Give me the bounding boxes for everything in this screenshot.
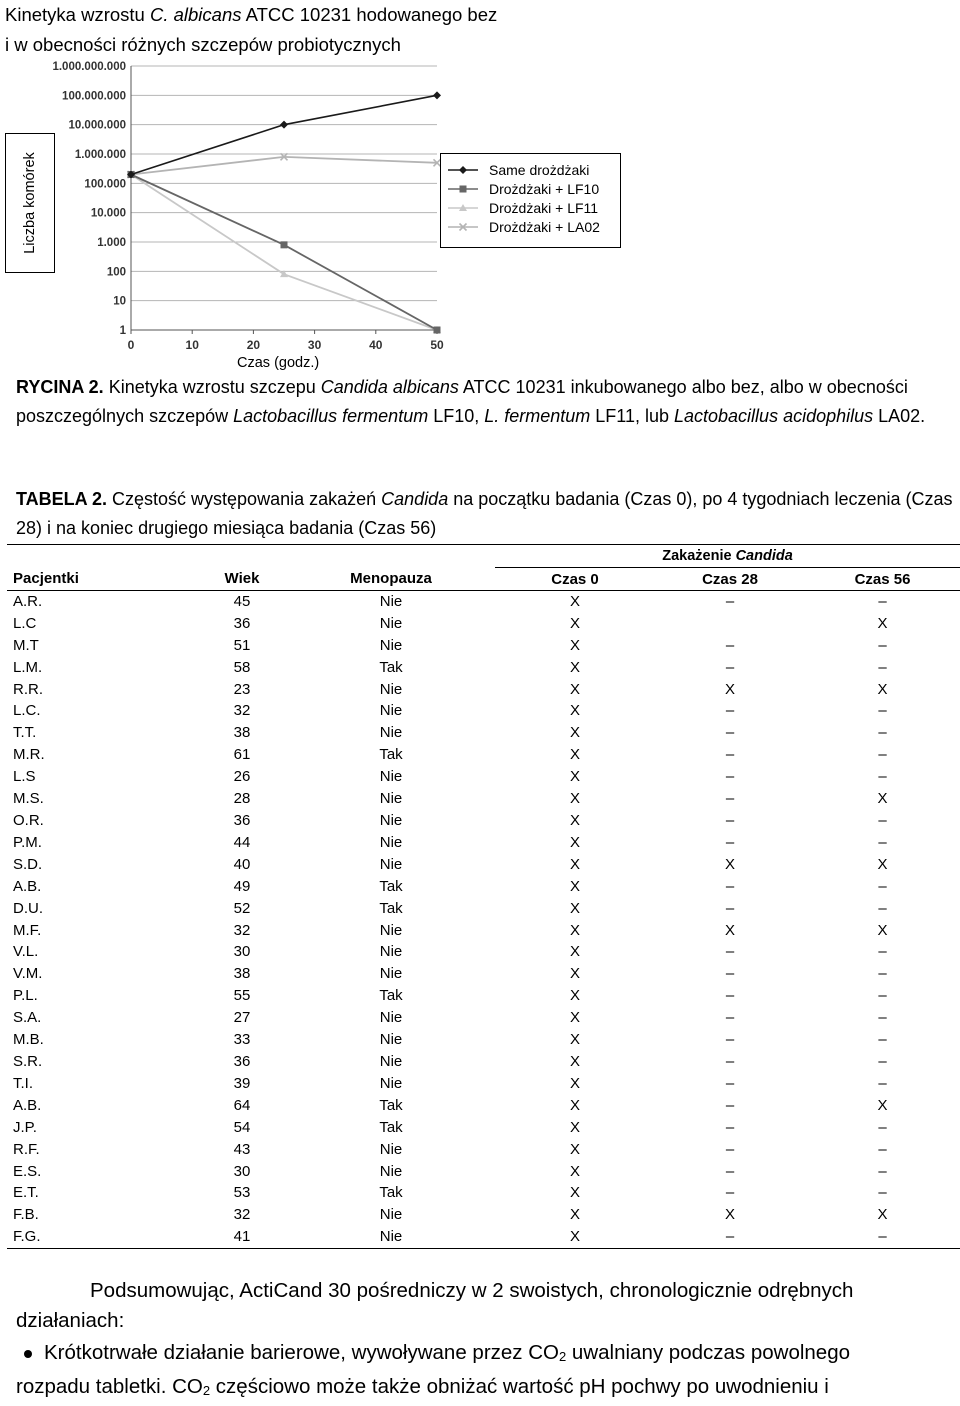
table-cell: X — [569, 1052, 580, 1070]
bullet-icon — [24, 1350, 32, 1358]
table-cell: M.R. — [13, 746, 45, 764]
table-cell: X — [724, 680, 735, 698]
table-cell: – — [878, 1009, 887, 1027]
table-cell: X — [495, 1226, 655, 1248]
column-header: Czas 28 — [655, 568, 805, 591]
x-tick-label: 30 — [307, 338, 322, 352]
data-point — [281, 241, 288, 248]
table-row — [7, 766, 960, 788]
table-cell: E.T. — [13, 1184, 39, 1202]
table-cell: Nie — [379, 790, 403, 808]
table-cell: 36 — [233, 614, 251, 632]
table-row — [7, 657, 960, 679]
table-cell: 30 — [233, 1162, 251, 1180]
table-cell: – — [878, 833, 887, 851]
table-cell: – — [725, 658, 735, 676]
table-cell: X — [569, 833, 580, 851]
table-cell: X — [569, 1031, 580, 1049]
table-cell: M.T — [13, 636, 39, 654]
figure-title-line-1: Kinetyka wzrostu C. albicans ATCC 10231 hodowanego bez — [5, 4, 498, 25]
table-row — [7, 679, 960, 701]
y-tick-label: 1.000.000 — [74, 149, 126, 161]
table-cell: X — [877, 1096, 888, 1114]
table-cell: X — [724, 921, 735, 939]
table-cell: – — [655, 1226, 805, 1248]
table-cell: P.L. — [13, 987, 38, 1005]
y-axis-label: Liczba komórek — [22, 152, 38, 254]
x-tick-label: 10 — [185, 338, 199, 352]
table-cell: – — [725, 724, 735, 742]
table-cell: R.R. — [13, 680, 43, 698]
table-row — [7, 591, 960, 613]
table-cell: A.B. — [13, 877, 42, 895]
table-cell: 64 — [233, 1096, 251, 1114]
table-cell: Tak — [379, 1184, 403, 1202]
table-cell: 38 — [233, 724, 251, 742]
y-tick-label: 10 — [113, 295, 126, 308]
table-cell: T.T. — [13, 724, 37, 742]
table-cell: L.S — [13, 768, 36, 786]
column-header: Pacjentki — [7, 568, 197, 591]
table-cell: L.C. — [13, 702, 41, 720]
table-row — [7, 1007, 960, 1029]
table-cell: X — [877, 921, 888, 939]
table-cell: X — [569, 987, 580, 1005]
table-cell: – — [725, 1140, 735, 1158]
table-row — [7, 635, 960, 657]
table-cell: Tak — [379, 899, 403, 917]
table-cell: – — [725, 833, 735, 851]
table-cell: Tak — [379, 877, 403, 895]
table-row — [7, 832, 960, 854]
table-cell: – — [725, 877, 735, 895]
table-cell: M.S. — [13, 790, 44, 808]
table-cell: X — [569, 614, 580, 632]
table-cell: 54 — [233, 1118, 251, 1136]
legend-key-marker — [459, 166, 467, 174]
table-cell: – — [878, 1074, 887, 1092]
legend-label: Same drożdżaki — [489, 161, 590, 178]
table-cell: X — [569, 658, 580, 676]
table-cell: A.R. — [13, 592, 43, 610]
table-cell: – — [878, 702, 887, 720]
table-row — [7, 722, 960, 744]
table-row — [7, 1139, 960, 1161]
table-cell: Nie — [379, 1052, 403, 1070]
table-row — [7, 701, 960, 723]
y-tick-label: 10.000.000 — [68, 119, 126, 132]
legend-key-x-icon — [447, 221, 479, 233]
bullet-line-2: rozpadu tabletki. $CO_2$ częściowo może także obniżać wartość pH pochwy po uwodnieniu i — [16, 1375, 829, 1398]
legend-entry — [441, 217, 620, 236]
table-row — [7, 876, 960, 898]
legend-entry — [441, 160, 620, 179]
table-cell: X — [569, 746, 580, 764]
table-cell: 51 — [233, 636, 251, 654]
table-cell: M.B. — [13, 1031, 44, 1049]
column-header: Menopauza — [287, 568, 495, 591]
table-cell: X — [569, 592, 580, 610]
table-cell: X — [724, 1206, 735, 1224]
table-cell: X — [569, 1184, 580, 1202]
table-cell: 43 — [233, 1140, 251, 1158]
table-cell: X — [877, 680, 888, 698]
table-cell: – — [725, 1031, 735, 1049]
table-row — [7, 1073, 960, 1095]
table-row — [7, 1182, 960, 1204]
x-tick-label: 50 — [430, 338, 444, 352]
table-cell: J.P. — [13, 1118, 37, 1136]
table-cell: Tak — [379, 987, 403, 1005]
table-cell: 52 — [233, 899, 251, 917]
table-cell: X — [877, 614, 888, 632]
table-cell: X — [569, 1140, 580, 1158]
summary-paragraph — [16, 1276, 956, 1336]
legend-entry — [441, 198, 620, 217]
table-cell: 32 — [233, 1206, 251, 1224]
table-cell: Nie — [379, 680, 403, 698]
table-cell: Nie — [379, 1074, 403, 1092]
table-cell: 27 — [233, 1009, 251, 1027]
table-cell: O.R. — [13, 812, 44, 830]
table-row — [7, 1226, 960, 1248]
y-tick-label: 100.000 — [84, 178, 126, 191]
x-axis-label: Czas (godz.) — [237, 355, 320, 371]
y-tick-label: 100 — [106, 266, 126, 279]
data-point — [280, 121, 288, 129]
table-cell: 53 — [233, 1184, 251, 1202]
table-cell: X — [569, 1118, 580, 1136]
table-cell: 39 — [233, 1074, 251, 1092]
table-cell: – — [878, 1184, 887, 1202]
table-cell: Nie — [379, 855, 403, 873]
legend-entry — [441, 179, 620, 198]
legend-label: Drożdżaki + LF10 — [489, 180, 600, 197]
y-tick-label: 1 — [119, 325, 126, 337]
table-cell: Tak — [379, 1118, 403, 1136]
table-cell: X — [877, 1206, 888, 1224]
x-tick-label: 0 — [127, 338, 135, 352]
table-cell: D.U. — [13, 899, 43, 917]
table-row — [7, 744, 960, 766]
table-cell: – — [878, 592, 887, 610]
table-cell: X — [569, 1074, 580, 1092]
table-cell: – — [725, 702, 735, 720]
table-cell: X — [569, 1162, 580, 1180]
table-cell: – — [725, 812, 735, 830]
table-cell: – — [878, 899, 887, 917]
data-point — [434, 327, 441, 334]
figure-title-line-2: i w obecności różnych szczepów probiotycznych — [5, 34, 401, 55]
y-tick-label: 10.000 — [90, 207, 126, 220]
column-header: Wiek — [197, 568, 287, 591]
table-cell: Nie — [379, 636, 403, 654]
data-point — [433, 91, 441, 99]
column-header: Czas 56 — [805, 568, 960, 591]
y-tick-label: 1.000.000.000 — [52, 61, 126, 73]
table-cell: – — [805, 1226, 960, 1248]
table-cell: – — [725, 746, 735, 764]
table-cell: – — [878, 768, 887, 786]
table-cell: 61 — [233, 746, 251, 764]
table-cell: – — [725, 1074, 735, 1092]
table-cell: 40 — [233, 855, 251, 873]
table-cell: – — [878, 746, 887, 764]
growth-chart — [0, 50, 460, 355]
table-cell: P.M. — [13, 833, 42, 851]
table-cell: – — [878, 965, 887, 983]
table-cell: – — [725, 899, 735, 917]
table-cell: Tak — [379, 1096, 403, 1114]
series-line — [131, 175, 437, 330]
y-tick-label: 100.000.000 — [62, 90, 126, 103]
table-cell: 49 — [233, 877, 251, 895]
bullet-line-1: Krótkotrwałe działanie barierowe, wywoływane przez $CO_2$ uwalniany podczas powolnego — [44, 1341, 851, 1364]
table-cell: X — [569, 790, 580, 808]
table-row — [7, 613, 960, 635]
table-cell: 41 — [197, 1226, 287, 1248]
table-cell: 58 — [233, 658, 251, 676]
table-cell: F.B. — [13, 1206, 39, 1224]
table-cell: Nie — [379, 812, 403, 830]
table-cell: – — [878, 1162, 887, 1180]
table-row — [7, 1051, 960, 1073]
table-row — [7, 1204, 960, 1226]
table-cell: X — [877, 790, 888, 808]
table-cell: X — [569, 812, 580, 830]
table-cell: 55 — [233, 987, 251, 1005]
table-cell: – — [725, 790, 735, 808]
table-group-spacer — [7, 545, 495, 568]
table-cell: – — [878, 1118, 887, 1136]
table-row — [7, 942, 960, 964]
table-cell: X — [569, 724, 580, 742]
legend-key-triangle-icon — [447, 202, 479, 214]
table-cell: S.R. — [13, 1052, 43, 1070]
table-cell: – — [725, 1009, 735, 1027]
figure-caption: RYCINA 2. Kinetyka wzrostu szczepu Candida albicans ATCC 10231 inkubowanego albo bez, albo w obecności poszczególnych szczepów Lactobacillus fermentum LF10, L. fermentum LF11, lub Lactobacillus acidophilus LA02. — [16, 377, 926, 426]
table-cell: 30 — [233, 943, 251, 961]
table-cell: Nie — [379, 1140, 403, 1158]
table-cell: – — [725, 965, 735, 983]
table-cell: – — [878, 943, 887, 961]
table-cell: 32 — [233, 702, 251, 720]
table-cell: Nie — [379, 768, 403, 786]
legend-key-marker — [460, 185, 467, 192]
table-cell: – — [725, 636, 735, 654]
table-cell: – — [878, 1031, 887, 1049]
table-cell: X — [569, 877, 580, 895]
table-row — [7, 1029, 960, 1051]
legend-label: Drożdżaki + LF11 — [489, 199, 599, 216]
table-cell: Nie — [379, 614, 403, 632]
table-caption: TABELA 2. Częstość występowania zakażeń Candida na początku badania (Czas 0), po 4 tygodniach leczenia (Czas 28) i na koniec drugiego miesiąca badania (Czas 56) — [16, 489, 953, 538]
table-cell: S.A. — [13, 1009, 42, 1027]
table-cell: S.D. — [13, 855, 43, 873]
table-cell — [655, 613, 805, 635]
table-cell: X — [569, 1206, 580, 1224]
table-cell: – — [878, 1052, 887, 1070]
table-cell: Nie — [379, 1031, 403, 1049]
table-cell: Nie — [379, 1162, 403, 1180]
chart-legend — [440, 153, 621, 248]
table-row — [7, 854, 960, 876]
table-cell: V.L. — [13, 943, 39, 961]
table-cell: Nie — [379, 724, 403, 742]
table-cell: Nie — [379, 965, 403, 983]
summary-line-2: działaniach: — [16, 1309, 125, 1332]
table-cell: X — [569, 943, 580, 961]
table-cell: X — [569, 1096, 580, 1114]
table-cell: – — [725, 1118, 735, 1136]
legend-key-diamond-icon — [447, 164, 479, 176]
table-cell: – — [878, 636, 887, 654]
table-cell: – — [725, 768, 735, 786]
series-line — [131, 95, 437, 174]
table-cell: – — [878, 987, 887, 1005]
table-cell: M.F. — [13, 921, 42, 939]
table-cell: V.M. — [13, 965, 43, 983]
table-cell: 38 — [233, 965, 251, 983]
table-cell: R.F. — [13, 1140, 40, 1158]
table-cell: X — [569, 702, 580, 720]
table-cell: – — [878, 724, 887, 742]
table-cell: – — [878, 812, 887, 830]
table-cell: X — [569, 768, 580, 786]
table-row — [7, 810, 960, 832]
bullet-item — [16, 1338, 956, 1406]
table-cell: 45 — [233, 592, 251, 610]
table-cell: 28 — [233, 790, 251, 808]
table-cell: L.M. — [13, 658, 43, 676]
table-cell: X — [569, 921, 580, 939]
table-cell: – — [725, 943, 735, 961]
table-cell: 44 — [233, 833, 251, 851]
table-cell: Nie — [379, 1009, 403, 1027]
table-cell: X — [569, 1009, 580, 1027]
table-row — [7, 963, 960, 985]
table-cell: X — [569, 855, 580, 873]
legend-key-square-icon — [447, 183, 479, 195]
table-cell: – — [725, 592, 735, 610]
x-tick-label: 40 — [369, 338, 383, 352]
candida-infection-table — [7, 544, 960, 1249]
table-row — [7, 920, 960, 942]
summary-line-1: Podsumowując, ActiCand 30 pośredniczy w 2 swoistych, chronologicznie odrębnych — [90, 1279, 854, 1302]
table-cell: 36 — [233, 1052, 251, 1070]
table-group-header: Zakażenie Candida — [495, 545, 960, 568]
table-cell: X — [569, 899, 580, 917]
table-cell: Nie — [379, 592, 403, 610]
table-cell: A.B. — [13, 1096, 42, 1114]
table-body — [7, 591, 960, 1249]
table-cell: Nie — [379, 833, 403, 851]
table-cell: L.C — [13, 614, 37, 632]
table-cell: 33 — [233, 1031, 251, 1049]
table-cell: T.I. — [13, 1074, 34, 1092]
column-header: Czas 0 — [495, 568, 655, 591]
table-cell: – — [725, 1052, 735, 1070]
table-cell: 23 — [233, 680, 251, 698]
legend-label: Drożdżaki + LA02 — [489, 218, 600, 235]
table-cell: X — [569, 680, 580, 698]
table-cell: X — [724, 855, 735, 873]
table-cell: Tak — [379, 658, 403, 676]
table-cell: Nie — [287, 1226, 495, 1248]
y-tick-label: 1.000 — [97, 237, 126, 249]
table-row — [7, 1117, 960, 1139]
table-cell: Nie — [379, 943, 403, 961]
table-cell: E.S. — [13, 1162, 42, 1180]
table-row — [7, 1161, 960, 1183]
table-cell: – — [878, 1140, 887, 1158]
table-cell: X — [569, 965, 580, 983]
table-row — [7, 1095, 960, 1117]
table-cell: – — [878, 877, 887, 895]
table-cell: – — [725, 1184, 735, 1202]
table-cell: Nie — [379, 1206, 403, 1224]
series-line — [131, 175, 437, 330]
table-cell: 32 — [233, 921, 251, 939]
table-row — [7, 898, 960, 920]
table-cell: Tak — [379, 746, 403, 764]
x-tick-label: 20 — [246, 338, 261, 352]
table-row — [7, 985, 960, 1007]
table-cell: F.G. — [7, 1226, 197, 1248]
table-cell: – — [725, 1162, 735, 1180]
table-cell: X — [569, 636, 580, 654]
table-row — [7, 788, 960, 810]
table-cell: X — [877, 855, 888, 873]
table-cell: 36 — [233, 812, 251, 830]
table-cell: Nie — [379, 921, 403, 939]
table-cell: 26 — [233, 768, 251, 786]
table-cell: – — [878, 658, 887, 676]
table-cell: Nie — [379, 702, 403, 720]
table-cell: – — [725, 1096, 735, 1114]
table-cell: – — [725, 987, 735, 1005]
